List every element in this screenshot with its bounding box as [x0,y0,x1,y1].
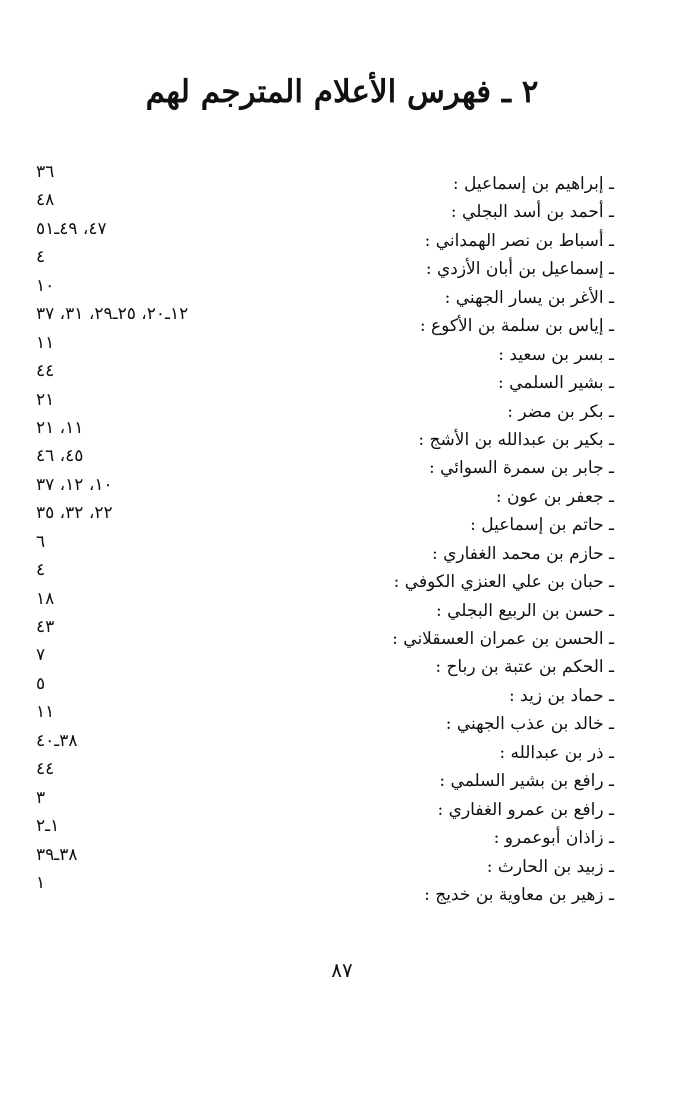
entry-name: ـ جابر بن سمرة السوائي : [428,458,614,479]
list-item [0,444,684,479]
entry-name: ـ رافع بن بشير السلمي : [439,771,614,792]
list-item [0,217,684,251]
list-item [0,729,684,763]
entry-name: ـ بكر بن مضر : [507,401,614,422]
entry-name: ـ حبان بن علي العنزي الكوفي : [393,572,614,593]
entry-pages: ١٠ [36,275,55,296]
list-item [0,814,684,849]
entry-pages: ١٢ـ٢٠، ٢٥ـ٢٩، ٣١، ٣٧ [36,304,189,325]
entry-pages: ٤٧، ٤٩ـ٥١ [36,218,107,239]
entry-name: ـ زهير بن معاوية بن خديج : [424,884,614,905]
entry-pages: ١٨ [36,588,55,609]
list-item [0,700,684,735]
entry-name: ـ زبيد بن الحارث : [486,856,614,877]
index-list [0,160,684,905]
list-item [0,160,684,194]
entry-name: ـ حماد بن زيد : [509,685,614,706]
page-number: ٨٧ [331,958,353,982]
entry-name: ـ إسماعيل بن أبان الأزدي : [425,259,614,280]
entry-name: ـ حازم بن محمد الغفاري : [431,543,614,564]
entry-pages: ٢٢، ٣٢، ٣٥ [36,503,113,524]
entry-name: ـ زاذان أبوعمرو : [493,828,614,849]
entry-pages: ٤٥، ٤٦ [36,446,84,467]
entry-name: ـ الأغر بن يسار الجهني : [444,287,614,308]
entry-pages: ٤٤ [36,361,55,382]
list-item [0,558,684,593]
entry-name: ـ الحكم بن عتبة بن رباح : [435,657,614,678]
list-item [0,672,684,706]
list-item [0,786,684,820]
list-item [0,615,684,649]
entry-pages: ١١ [36,702,55,723]
entry-name: ـ حاتم بن إسماعيل : [470,515,614,536]
list-item [0,302,684,337]
list-item [0,473,684,507]
list-item [0,245,684,280]
entry-name: ـ الحسن بن عمران العسقلاني : [392,629,614,649]
list-item [0,757,684,792]
entry-pages: ٢١ [36,389,55,410]
entry-name: ـ إياس بن سلمة بن الأكوع : [419,316,614,337]
entry-pages: ٣٨ـ٤٠ [36,730,78,751]
entry-pages: ٦ [36,531,46,552]
entry-name: ـ أسباط بن نصر الهمداني : [424,230,614,251]
entry-name: ـ ذر بن عبدالله : [499,742,614,763]
entry-name: ـ جعفر بن عون : [495,486,614,507]
entry-pages: ١١ [36,332,55,353]
entry-pages: ٧ [36,645,46,666]
list-item [0,530,684,564]
entry-name: ـ بكير بن عبدالله بن الأشج : [418,429,614,450]
list-item [0,501,684,536]
entry-name: ـ حسن بن الربيع البجلي : [435,600,614,621]
entry-pages: ١١، ٢١ [36,417,84,438]
entry-pages: ٣٦ [36,162,55,182]
entry-pages: ٤٨ [36,190,55,211]
entry-name: ـ رافع بن عمرو الغفاري : [437,799,614,820]
entry-pages: ٤ [36,247,46,268]
entry-name: ـ بشير السلمي : [497,373,614,394]
entry-name: ـ إبراهيم بن إسماعيل : [452,174,614,194]
entry-pages: ١ـ٢ [36,816,60,837]
entry-pages: ٤٣ [36,617,55,637]
index-title: ٢ ـ فهرس الأعلام المترجم لهم [145,74,539,110]
list-item [0,416,684,450]
list-item [0,359,684,394]
entry-pages: ٥ [36,673,46,694]
entry-pages: ١٠، ١٢، ٣٧ [36,474,113,495]
entry-pages: ٣ [36,787,46,808]
entry-pages: ٣٨ـ٣٩ [36,844,78,865]
entry-pages: ٤٤ [36,759,55,780]
list-item [0,843,684,877]
entry-pages: ١ [36,872,46,893]
list-item [0,274,684,308]
list-item [0,587,684,621]
entry-name: ـ بسر بن سعيد : [498,344,614,365]
entry-name: ـ أحمد بن أسد البجلي : [450,202,614,223]
entry-pages: ٤ [36,560,46,581]
list-item [0,188,684,223]
entry-name: ـ خالد بن عذب الجهني : [445,714,614,735]
list-item [0,388,684,422]
list-item [0,331,684,365]
list-item [0,871,684,905]
list-item [0,643,684,678]
